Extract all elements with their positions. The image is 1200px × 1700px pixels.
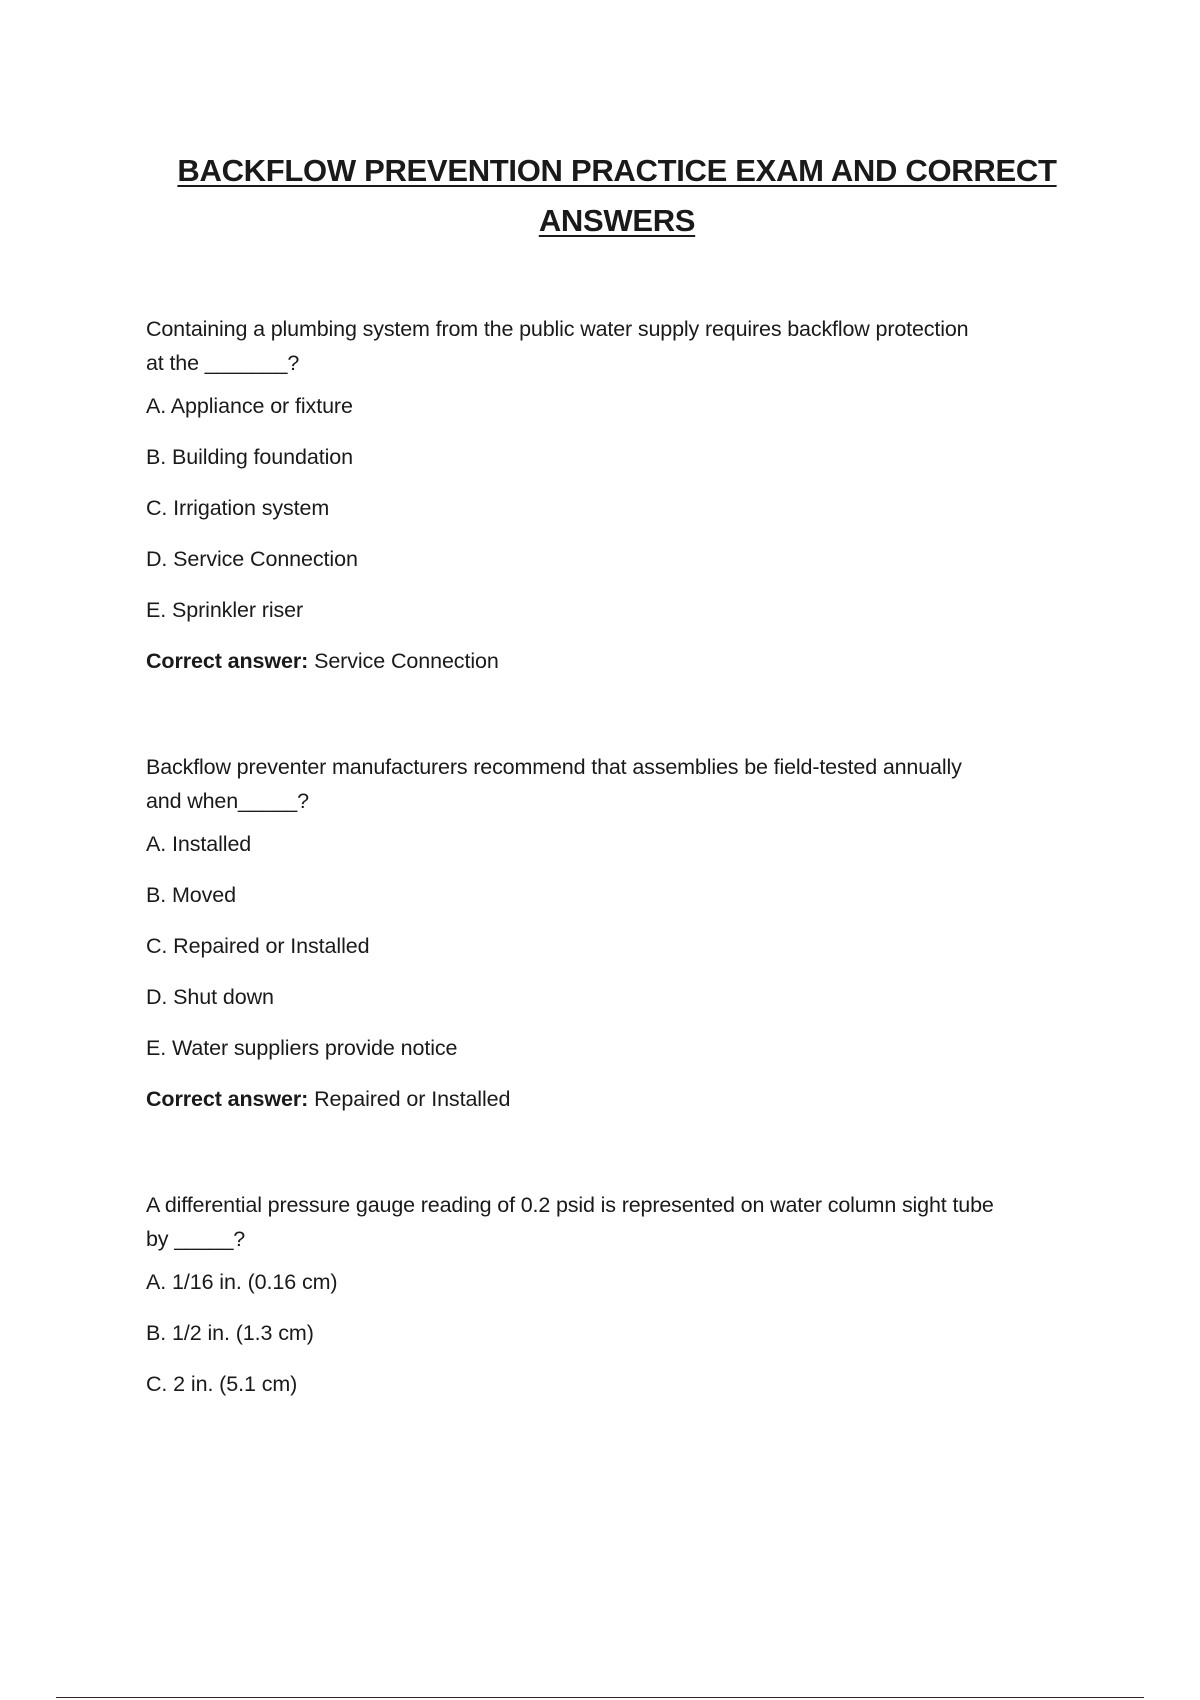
question-text-line-2: by _____? bbox=[146, 1227, 246, 1251]
option-c: C. 2 in. (5.1 cm) bbox=[146, 1372, 298, 1396]
option-b: B. Building foundation bbox=[146, 445, 353, 469]
option-c: C. Repaired or Installed bbox=[146, 934, 370, 958]
option-b: B. Moved bbox=[146, 883, 237, 907]
option-c: C. Irrigation system bbox=[146, 496, 330, 520]
option-e: E. Water suppliers provide notice bbox=[146, 1036, 458, 1060]
option-a: A. Installed bbox=[146, 832, 252, 856]
question-1 bbox=[146, 312, 1096, 675]
option-a: A. Appliance or fixture bbox=[146, 394, 353, 418]
correct-answer-value: Service Connection bbox=[308, 649, 499, 673]
question-text-line-1: A differential pressure gauge reading of 0.2 psid is represented on water column sight tube bbox=[146, 1193, 994, 1217]
question-2 bbox=[146, 750, 1096, 1113]
question-3 bbox=[146, 1188, 1096, 1421]
option-a: A. 1/16 in. (0.16 cm) bbox=[146, 1270, 338, 1294]
title-line-1: BACKFLOW PREVENTION PRACTICE EXAM AND CORRECT bbox=[177, 153, 1057, 188]
option-e: E. Sprinkler riser bbox=[146, 598, 304, 622]
question-text-line-2: and when_____? bbox=[146, 789, 309, 813]
correct-answer bbox=[146, 1085, 1096, 1113]
option-d: D. Service Connection bbox=[146, 547, 358, 571]
correct-answer bbox=[146, 647, 1096, 675]
question-text bbox=[146, 312, 1096, 380]
question-text-line-1: Containing a plumbing system from the public water supply requires backflow protection bbox=[146, 317, 969, 341]
title-line-2: ANSWERS bbox=[538, 203, 696, 238]
question-text-line-2: at the _______? bbox=[146, 351, 300, 375]
correct-answer-label: Correct answer: bbox=[146, 649, 309, 673]
correct-answer-value: Repaired or Installed bbox=[308, 1087, 511, 1111]
correct-answer-label: Correct answer: bbox=[146, 1087, 309, 1111]
question-text-line-1: Backflow preventer manufacturers recommend that assemblies be field-tested annually bbox=[146, 755, 962, 779]
document-title bbox=[146, 146, 1088, 246]
question-text bbox=[146, 750, 1096, 818]
footer-divider bbox=[56, 1697, 1144, 1698]
option-b: B. 1/2 in. (1.3 cm) bbox=[146, 1321, 314, 1345]
option-d: D. Shut down bbox=[146, 985, 274, 1009]
question-text bbox=[146, 1188, 1096, 1256]
